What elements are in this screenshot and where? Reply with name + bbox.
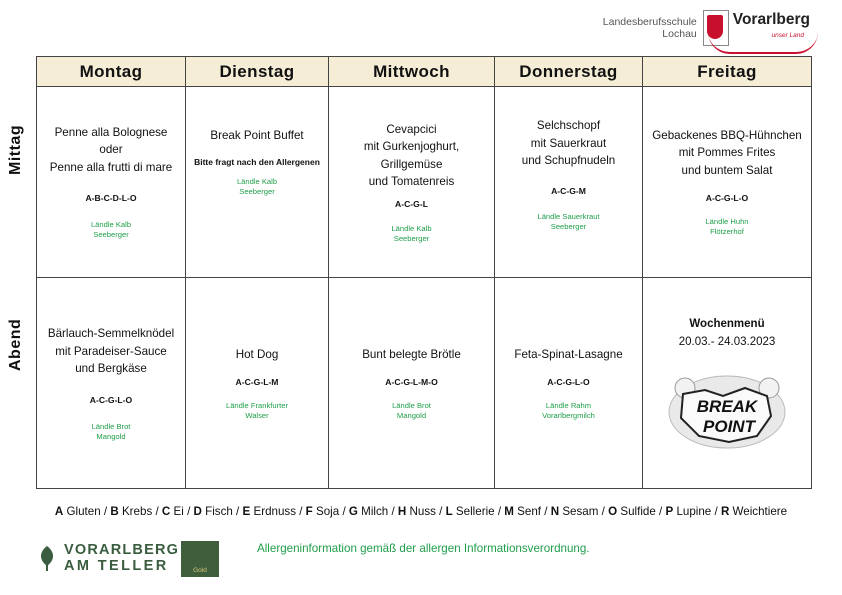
legend-key: A xyxy=(54,505,64,518)
menu-cell-abend-freitag xyxy=(643,278,811,489)
gold-badge: Gold xyxy=(181,541,219,577)
origin-info: Ländle Frankfurter Walser xyxy=(225,401,289,421)
dish-name: Feta-Spinat-Lasagne xyxy=(514,347,623,361)
dish-name: Hot Dog xyxy=(235,347,279,361)
origin-info: Ländle Sauerkraut Seeberger xyxy=(537,211,600,231)
dish-name: Break Point Buffet xyxy=(210,129,304,142)
legend-item xyxy=(665,505,711,518)
origin-info: Ländle Kalb Seeberger xyxy=(90,220,132,240)
origin-info: Ländle Kalb Seeberger xyxy=(391,223,432,243)
day-header-montag: Montag xyxy=(37,57,186,87)
menu-cell-abend-montag xyxy=(37,278,186,489)
allergen-codes: A-C-G-L-O xyxy=(705,193,749,204)
origin-info: Ländle Brot Mangold xyxy=(392,401,431,421)
legend-item xyxy=(55,505,101,518)
legend-item xyxy=(349,505,388,518)
logo-line-1: VORARLBERG xyxy=(64,542,180,558)
allergen-codes: A-C-G-L-O xyxy=(89,394,133,405)
legend-value: Erdnuss xyxy=(253,505,296,518)
legend-key: B xyxy=(110,505,119,518)
menu-table xyxy=(36,56,812,489)
dish-name: Selchschopf mit Sauerkraut und Schupfnudeln xyxy=(521,119,616,167)
legend-value: Weichtiere xyxy=(732,505,788,518)
dish-name: Cevapcici mit Gurkenjoghurt, Grillgemüse und Tomatenreis xyxy=(363,122,460,188)
menu-cell-mittag-montag xyxy=(37,87,186,278)
allergen-info-note: Allergeninformation gemäß der allergen Informationsverordnung. xyxy=(257,542,590,555)
legend-item xyxy=(398,505,436,518)
legend-key: R xyxy=(720,505,730,518)
legend-value: Ei xyxy=(173,505,184,518)
legend-item xyxy=(306,505,340,518)
allergen-codes: A-C-G-M xyxy=(551,185,586,196)
origin-info: Ländle Rahm Vorarlbergmilch xyxy=(542,401,595,421)
school-name xyxy=(603,16,697,40)
allergen-codes: A-B-C-D-L-O xyxy=(85,193,137,204)
day-header-dienstag: Dienstag xyxy=(186,57,329,87)
legend-item xyxy=(162,505,184,518)
legend-key: F xyxy=(305,505,313,518)
origin-info: Ländle Brot Mangold xyxy=(91,421,131,441)
school-line-1: Landesberufsschule xyxy=(602,16,697,28)
dish-name: Penne alla Bolognese oder Penne alla frutti di mare xyxy=(49,125,173,174)
dish-name: Bärlauch-Semmelknödel mit Paradeiser-Sauce und Bergkäse xyxy=(47,327,175,376)
legend-key: D xyxy=(193,505,202,518)
day-header-donnerstag: Donnerstag xyxy=(495,57,643,87)
menu-cell-abend-mittwoch xyxy=(329,278,495,489)
menu-cell-mittag-donnerstag xyxy=(495,87,643,278)
legend-item xyxy=(446,505,495,518)
weekly-menu-title: Wochenmenü xyxy=(689,318,765,330)
legend-item xyxy=(110,505,152,518)
legend-key: L xyxy=(445,505,453,518)
legend-value: Gluten xyxy=(66,505,101,518)
legend-item xyxy=(721,505,787,518)
legend-value: Sesam xyxy=(562,505,599,518)
legend-key: E xyxy=(242,505,251,518)
logo-line-2: AM TELLER xyxy=(64,558,169,574)
allergen-legend: A Gluten / B Krebs / C Ei / D Fisch / E Erdnuss / F Soja / G Milch / H Nuss / L Sellerie / M Senf / N Sesam / O Sulfide / P Lupine / R Weichtiere xyxy=(54,505,788,518)
row-label-abend: Abend xyxy=(7,318,24,371)
vorarlberg-am-teller-logo xyxy=(36,542,179,574)
origin-info: Ländle Kalb Seeberger xyxy=(236,176,278,196)
legend-key: M xyxy=(504,505,514,518)
legend-item xyxy=(608,505,656,518)
menu-cell-mittag-freitag xyxy=(643,87,811,278)
allergen-codes: A-C-G-L-O xyxy=(547,377,590,388)
legend-value: Sulfide xyxy=(620,505,656,518)
row-label-mittag: Mittag xyxy=(7,124,24,175)
day-header-freitag: Freitag xyxy=(643,57,811,87)
allergen-note: Bitte fragt nach den Allergenen xyxy=(194,156,320,167)
legend-value: Sellerie xyxy=(455,505,495,518)
legend-key: P xyxy=(665,505,674,518)
menu-cell-abend-donnerstag xyxy=(495,278,643,489)
brand-name: Vorarlberg xyxy=(732,11,810,28)
menu-cell-mittag-mittwoch xyxy=(329,87,495,278)
origin-info: Ländle Huhn Flötzerhof xyxy=(705,217,749,237)
legend-key: C xyxy=(161,505,171,518)
school-logo xyxy=(603,6,810,50)
legend-key: G xyxy=(348,505,358,518)
day-header-mittwoch: Mittwoch xyxy=(329,57,495,87)
legend-value: Nuss xyxy=(409,505,436,518)
school-line-2: Lochau xyxy=(662,28,697,40)
allergen-codes: A-C-G-L xyxy=(395,198,428,209)
legend-key: H xyxy=(397,505,407,518)
weekly-menu-date: 20.03.- 24.03.2023 xyxy=(678,336,776,348)
swoosh-icon xyxy=(708,32,818,54)
menu-cell-abend-dienstag xyxy=(186,278,329,489)
legend-value: Senf xyxy=(517,505,542,518)
dish-name: Gebackenes BBQ-Hühnchen mit Pommes Frites und buntem Salat xyxy=(652,128,802,177)
legend-item xyxy=(243,505,297,518)
legend-key: O xyxy=(608,505,618,518)
allergen-codes: A-C-G-L-M xyxy=(235,377,279,388)
menu-cell-mittag-dienstag xyxy=(186,87,329,278)
legend-key: N xyxy=(550,505,560,518)
brand-sub: unser Land xyxy=(771,32,804,39)
dish-name: Bunt belegte Brötle xyxy=(362,347,461,361)
legend-value: Krebs xyxy=(121,505,153,518)
legend-value: Milch xyxy=(361,505,389,518)
svg-text:BREAK: BREAK xyxy=(696,397,758,416)
legend-value: Soja xyxy=(316,505,340,518)
fork-leaf-icon xyxy=(36,544,58,572)
svg-text:POINT: POINT xyxy=(703,417,755,436)
legend-item xyxy=(504,505,541,518)
legend-value: Lupine xyxy=(676,505,712,518)
break-point-graffiti-image xyxy=(665,366,789,456)
legend-item xyxy=(551,505,599,518)
allergen-codes: A-C-G-L-M-O xyxy=(385,377,438,388)
legend-item xyxy=(194,505,233,518)
legend-value: Fisch xyxy=(205,505,233,518)
